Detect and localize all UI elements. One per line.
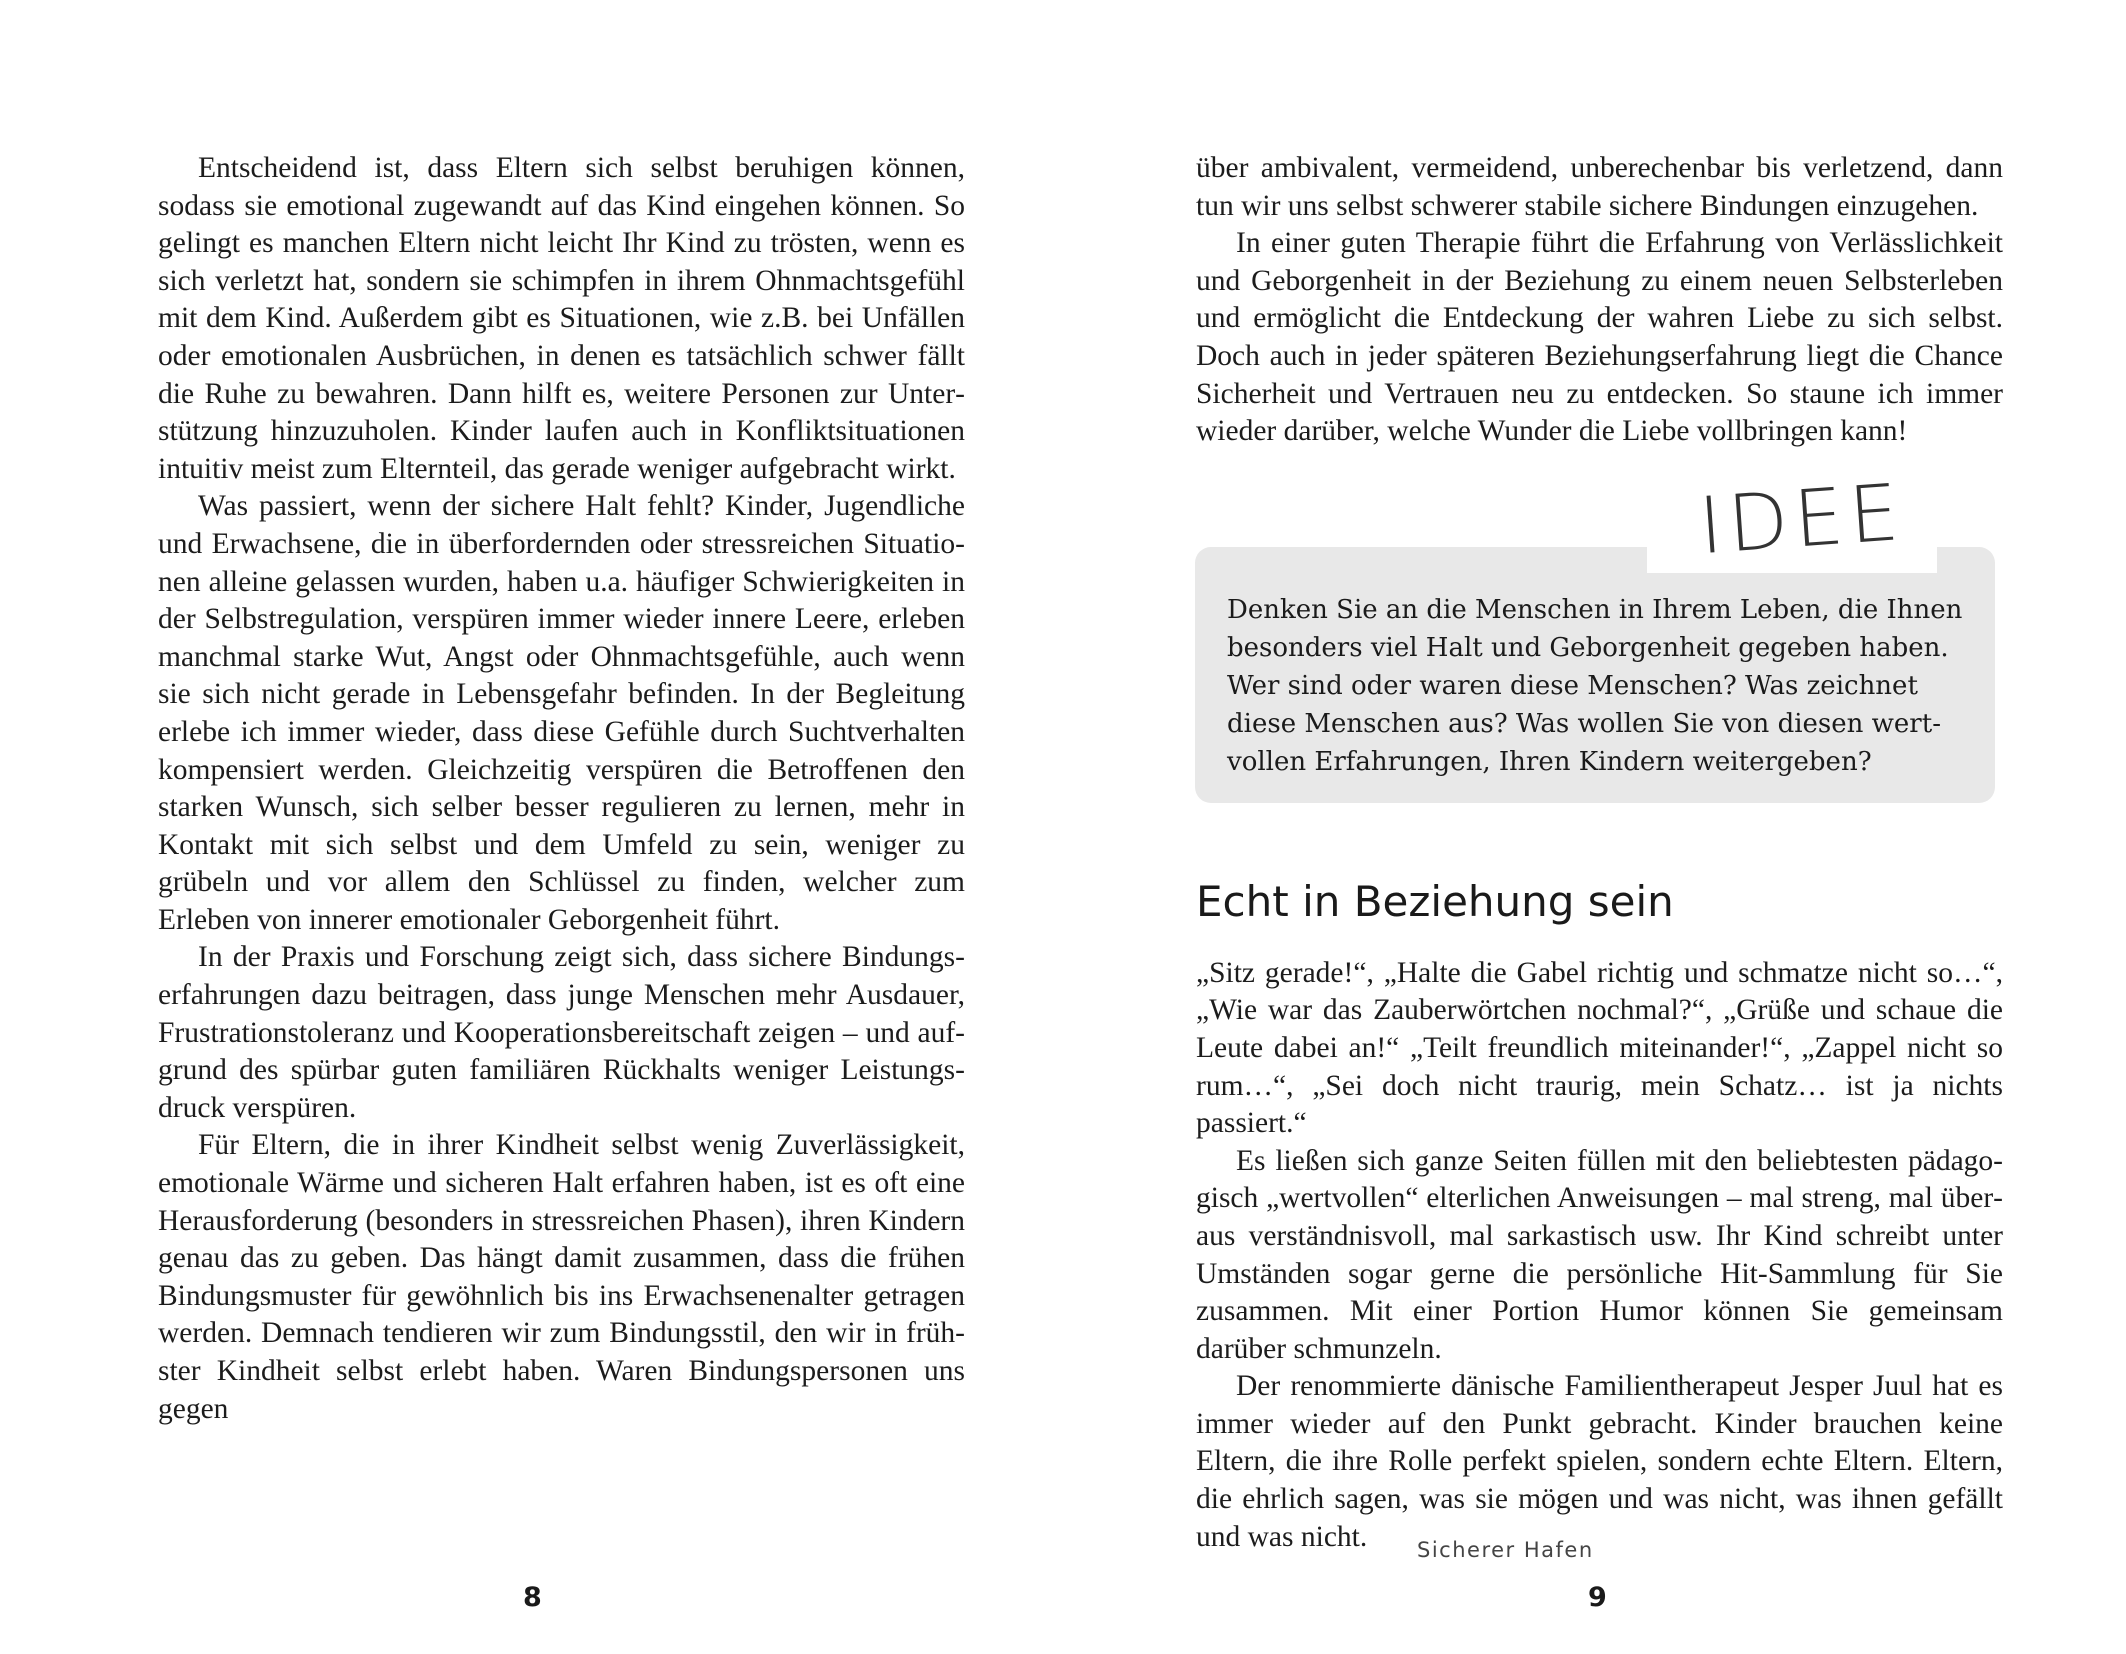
page-number: 9 [1588, 1582, 1607, 1613]
left-text-column [158, 150, 965, 1428]
page-number: 8 [523, 1582, 542, 1613]
body-paragraph: In der Praxis und Forschung zeigt sich, dass sichere Bindungserfahrungen dazu beitragen, dass junge Menschen mehr Ausdauer, Frustrationstoleranz und Kooperationsbereitschaft zeigen – und aufgrund des spürbar guten familiären Rückhalts weniger Leistungsdruck verspüren. [158, 941, 965, 1124]
body-paragraph: Für Eltern, die in ihrer Kindheit selbst wenig Zuverlässigkeit, emotionale Wärme und sicheren Halt erfahren haben, ist es oft eine Herausforderung (besonders in stressreichen Phasen), ihren Kindern genau das zu geben. Das hängt damit zusammen, dass die frühen Bindungsmuster für gewöhnlich bis ins Erwachsenenalter getragen werden. Demnach tendieren wir zum Bindungsstil, den wir in frühster Kindheit selbst erlebt haben. Waren Bindungspersonen uns gegen [158, 1129, 965, 1425]
body-paragraph: über ambivalent, vermeidend, unberechenbar bis verletzend, dann tun wir uns selbst schwerer stabile sichere Bindungen einzugehen. [1196, 152, 2003, 222]
idea-callout [1195, 467, 1995, 803]
right-page [1063, 0, 2126, 1654]
body-paragraph: Es ließen sich ganze Seiten füllen mit den beliebtesten pädagogisch „wertvollen“ elterlichen Anweisungen – mal streng, mal überaus verständnisvoll, mal sarkastisch usw. Ihr Kind schreibt unter Umständen sogar gerne die persönliche Hit-Sammlung für Sie zusammen. Mit einer Portion Humor können Sie gemeinsam darüber schmunzeln. [1196, 1144, 2003, 1365]
body-paragraph: Entscheidend ist, dass Eltern sich selbst beruhigen können, sodass sie emotional zugewandt auf das Kind eingehen können. So gelingt es manchen Eltern nicht leicht Ihr Kind zu trösten, wenn es sich verletzt hat, sondern sie schimpfen in ihrem Ohnmachtsgefühl mit dem Kind. Außerdem gibt es Situationen, wie z.B. bei Unfällen oder emotionalen Ausbrüchen, in denen es tatsächlich schwer fällt die Ruhe zu bewahren. Dann hilft es, weitere Personen zur Unterstützung hinzuzuholen. Kinder laufen auch in Konfliktsituationen intuitiv meist zum Elternteil, das gerade weniger aufgebracht wirkt. [158, 152, 965, 485]
running-header: Sicherer Hafen [1417, 1538, 1594, 1562]
idea-text: Denken Sie an die Menschen in Ihrem Leben, die Ihnen besonders viel Halt und Geborgenheit gegeben haben. Wer sind oder waren diese Menschen? Was zeichnet diese Menschen aus? Was wollen Sie von diesen wertvollen Erfahrungen, Ihren Kindern weitergeben? [1227, 594, 1963, 777]
body-paragraph: „Sitz gerade!“, „Halte die Gabel richtig und schmatze nicht so…“, „Wie war das Zauberwörtchen nochmal?“, „Grüße und schaue die Leute dabei an!“ „Teilt freundlich miteinander!“, „Zappel nicht so rum…“, „Sei doch nicht traurig, mein Schatz… ist ja nichts passiert.“ [1196, 956, 2003, 1140]
body-paragraph: Was passiert, wenn der sichere Halt fehlt? Kinder, Jugendliche und Erwachsene, die in überfordernden oder stressreichen Situationen alleine gelassen wurden, haben u.a. häufiger Schwierigkeiten in der Selbstregulation, verspüren immer wieder innere Leere, erleben manchmal starke Wut, Angst oder Ohnmachtsgefühle, auch wenn sie sich nicht gerade in Lebensgefahr befinden. In der Begleitung erlebe ich immer wieder, dass diese Gefühle durch Suchtverhalten kompensiert werden. Gleichzeitig verspüren die Betroffenen den starken Wunsch, sich selber besser regulieren zu lernen, mehr in Kontakt mit sich selbst und dem Umfeld zu sein, weniger zu grübeln und vor allem den Schlüssel zu finden, welcher zum Erleben von innerer emotionaler Geborgenheit führt. [158, 490, 965, 936]
idea-label: IDEE [1696, 467, 1908, 572]
right-text-column [1196, 150, 2003, 1556]
body-paragraph: Der renommierte dänische Familientherapeut Jesper Juul hat es immer wieder auf den Punkt gebracht. Kinder brauchen keine Eltern, die ihre Rolle perfekt spielen, sondern echte Eltern. Eltern, die ehrlich sagen, was sie mögen und was nicht, was ihnen gefällt und was nicht. [1196, 1370, 2003, 1553]
body-paragraph: In einer guten Therapie führt die Erfahrung von Verlässlichkeit und Geborgenheit in der Beziehung zu einem neuen Selbsterleben und ermöglicht die Entdeckung der wahren Liebe zu sich selbst. Doch auch in jeder späteren Beziehungserfahrung liegt die Chance Sicherheit und Vertrauen neu zu entdecken. So staune ich immer wieder darüber, welche Wunder die Liebe vollbringen kann! [1196, 227, 2003, 448]
section-heading: Echt in Beziehung sein [1196, 876, 1674, 926]
idea-box [1195, 547, 1995, 803]
